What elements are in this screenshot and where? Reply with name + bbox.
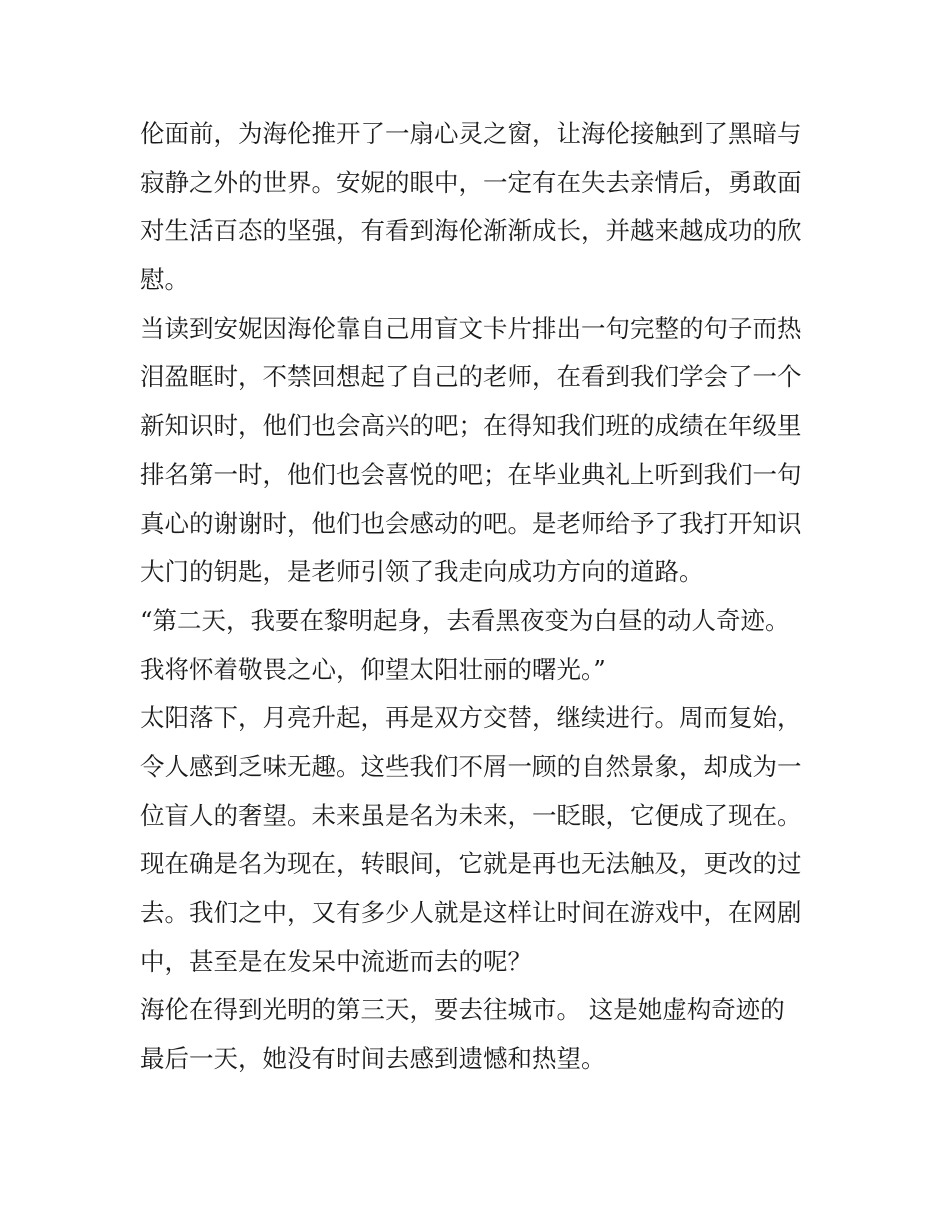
text-line: 对生活百态的坚强，有看到海伦渐渐成长，并越来越成功的欣 — [140, 216, 802, 246]
text-line: 伦面前，为海伦推开了一扇心灵之窗，让海伦接触到了黑暗与 — [140, 119, 802, 148]
text-line: “第二天，我要在黎明起身，去看黑夜变为白昼的动人奇迹。 — [140, 605, 790, 635]
text-line: 寂静之外的世界。安妮的眼中，一定有在失去亲情后，勇敢面 — [140, 167, 802, 197]
text-line: 真心的谢谢时，他们也会感动的吧。是老师给予了我打开知识 — [140, 508, 802, 538]
paragraph-5 — [140, 986, 820, 1083]
paragraph-4 — [140, 694, 820, 986]
text-line: 最后一天，她没有时间去感到遗憾和热望。 — [140, 1044, 606, 1074]
text-line: 泪盈眶时，不禁回想起了自己的老师，在看到我们学会了一个 — [140, 362, 802, 392]
text-line: 令人感到乏味无趣。这些我们不屑一顾的自然景象，却成为一 — [140, 751, 802, 781]
paragraph-1 — [140, 110, 820, 305]
text-line: 排名第一时，他们也会喜悦的吧；在毕业典礼上听到我们一句 — [140, 459, 802, 489]
text-line: 大门的钥匙，是老师引领了我走向成功方向的道路。 — [140, 557, 704, 587]
text-line: 位盲人的奢望。未来虽是名为未来，一眨眼，它便成了现在。 — [140, 800, 802, 830]
text-line: 我将怀着敬畏之心，仰望太阳壮丽的曙光。” — [140, 654, 606, 684]
text-line: 现在确是名为现在，转眼间，它就是再也无法触及，更改的过 — [140, 849, 802, 879]
text-line: 中，甚至是在发呆中流逝而去的呢？ — [140, 946, 532, 976]
text-line: 当读到安妮因海伦靠自己用盲文卡片排出一句完整的句子而热 — [140, 313, 802, 343]
text-line: 海伦在得到光明的第三天，要去往城市。 这是她虚构奇迹的 — [140, 995, 785, 1025]
paragraph-2 — [140, 305, 820, 597]
text-line: 慰。 — [140, 265, 189, 295]
text-line: 去。我们之中，又有多少人就是这样让时间在游戏中，在网剧 — [140, 898, 802, 927]
document-body — [140, 110, 820, 1084]
paragraph-3-quote — [140, 597, 820, 694]
text-line: 太阳落下，月亮升起，再是双方交替，继续进行。周而复始， — [140, 703, 802, 733]
text-line: 新知识时，他们也会高兴的吧；在得知我们班的成绩在年级里 — [140, 411, 802, 441]
